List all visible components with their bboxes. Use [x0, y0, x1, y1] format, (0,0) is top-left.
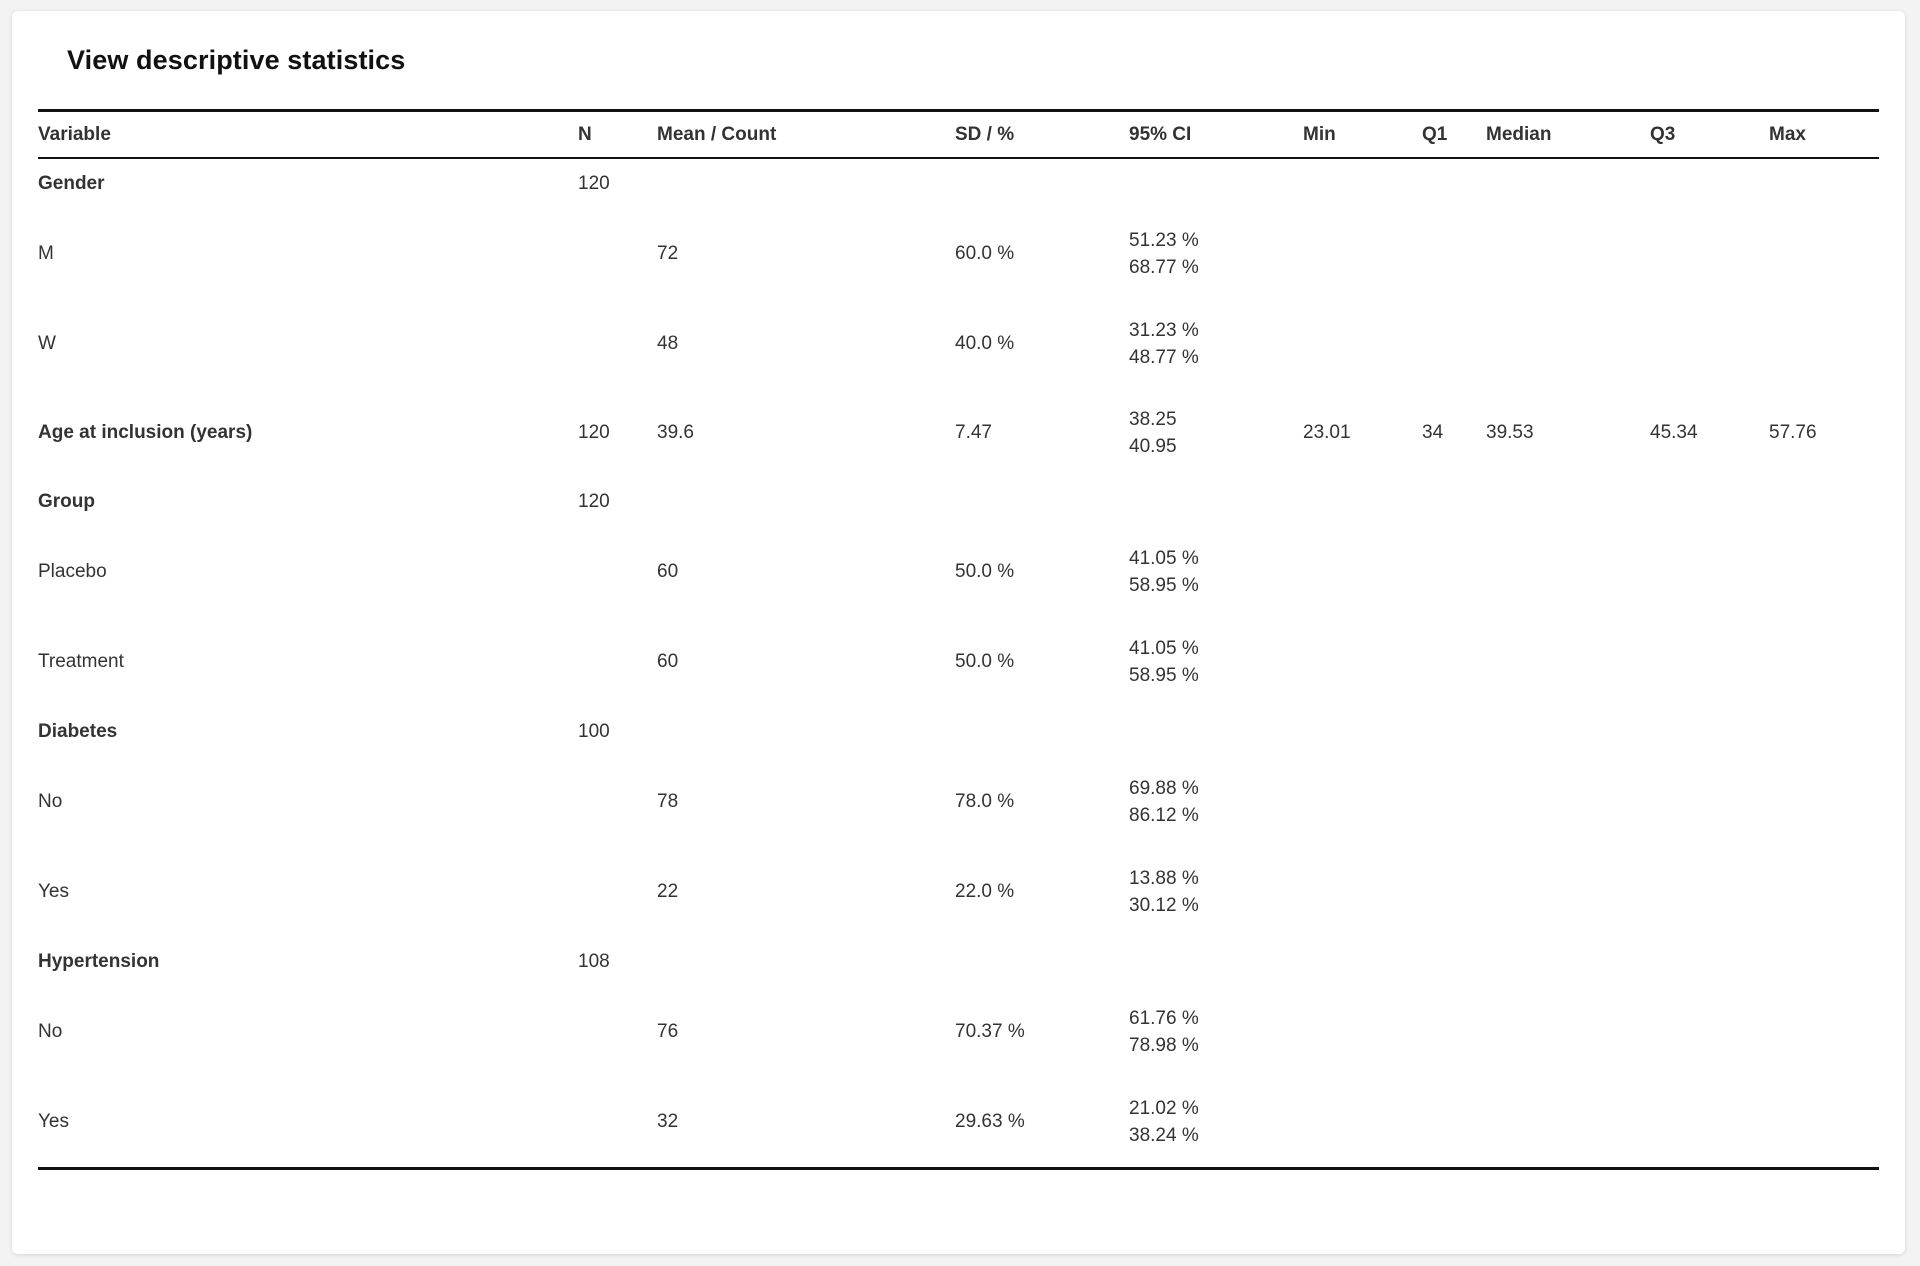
- header-median: Median: [1486, 111, 1650, 159]
- cell-median: [1486, 937, 1650, 987]
- cell-q3: [1650, 477, 1769, 527]
- cell-q3: [1650, 1077, 1769, 1169]
- header-row: [38, 111, 1879, 159]
- cell-median: [1486, 617, 1650, 707]
- cell-n: [578, 1077, 657, 1169]
- cell-mean-count: 78: [657, 791, 679, 812]
- cell-min: [1303, 1077, 1422, 1169]
- table-row: [38, 158, 1879, 209]
- cell-max: [1769, 299, 1879, 389]
- cell-q3: 45.34: [1650, 422, 1698, 443]
- ci-lower-bound: 69.88 %: [1129, 778, 1199, 799]
- cell-q1: 34: [1422, 422, 1444, 443]
- ci-upper-bound: 86.12 %: [1129, 805, 1199, 826]
- cell-mean-count: [657, 707, 955, 757]
- cell-variable: Gender: [38, 173, 105, 194]
- cell-median: 39.53: [1486, 422, 1534, 443]
- cell-95-ci: [1129, 937, 1303, 987]
- cell-sd-percent: 60.0 %: [955, 243, 1015, 264]
- cell-median: [1486, 158, 1650, 209]
- cell-min: [1303, 158, 1422, 209]
- cell-q1: [1422, 707, 1486, 757]
- cell-min: 23.01: [1303, 422, 1351, 443]
- cell-q3: [1650, 527, 1769, 617]
- cell-95-ci: [1129, 299, 1303, 389]
- header-variable: Variable: [38, 111, 578, 159]
- cell-sd-percent: [955, 477, 1129, 527]
- page-title: View descriptive statistics: [67, 45, 406, 75]
- cell-mean-count: 60: [657, 651, 679, 672]
- cell-variable: Group: [38, 491, 95, 512]
- cell-sd-percent: 29.63 %: [955, 1077, 1129, 1169]
- cell-variable: Hypertension: [38, 951, 160, 972]
- cell-q1: [1422, 158, 1486, 209]
- ci-lower-bound: 41.05 %: [1129, 548, 1199, 569]
- cell-sd-percent: 78.0 %: [955, 791, 1015, 812]
- cell-n: 108: [578, 951, 610, 972]
- table-row: [38, 389, 1879, 477]
- cell-max: [1769, 757, 1879, 847]
- header-max: Max: [1769, 111, 1879, 159]
- cell-sd-percent: 50.0 %: [955, 651, 1015, 672]
- cell-q1: [1422, 937, 1486, 987]
- table-row: [38, 299, 1879, 389]
- cell-mean-count: 39.6: [657, 422, 694, 443]
- cell-q3: [1650, 707, 1769, 757]
- cell-max: [1769, 158, 1879, 209]
- table-row: [38, 477, 1879, 527]
- header-n: N: [578, 111, 657, 159]
- cell-max: [1769, 987, 1879, 1077]
- ci-upper-bound: 38.24 %: [1129, 1125, 1199, 1146]
- ci-lower-bound: 31.23 %: [1129, 320, 1199, 341]
- cell-mean-count: [657, 158, 955, 209]
- header-q3: Q3: [1650, 111, 1769, 159]
- cell-q1: [1422, 209, 1486, 299]
- ci-lower-bound: 13.88 %: [1129, 868, 1199, 889]
- cell-n: 100: [578, 721, 610, 742]
- ci-lower-bound: 51.23 %: [1129, 230, 1199, 251]
- cell-n: 120: [578, 422, 610, 443]
- cell-q1: [1422, 757, 1486, 847]
- cell-median: [1486, 527, 1650, 617]
- cell-n: [578, 209, 657, 299]
- cell-n: [578, 527, 657, 617]
- cell-variable: No: [38, 1021, 63, 1042]
- cell-min: [1303, 527, 1422, 617]
- table-row: [38, 987, 1879, 1077]
- cell-median: [1486, 847, 1650, 937]
- cell-sd-percent: 70.37 %: [955, 1021, 1025, 1042]
- cell-n: [578, 847, 657, 937]
- cell-sd-percent: 40.0 %: [955, 333, 1015, 354]
- cell-mean-count: [657, 477, 955, 527]
- cell-max: [1769, 617, 1879, 707]
- table-row: [38, 617, 1879, 707]
- cell-max: [1769, 209, 1879, 299]
- header-mean-count: Mean / Count: [657, 111, 955, 159]
- ci-upper-bound: 48.77 %: [1129, 347, 1199, 368]
- header-sd-percent: SD / %: [955, 111, 1129, 159]
- cell-95-ci: [1129, 987, 1303, 1077]
- cell-q1: [1422, 987, 1486, 1077]
- ci-lower-bound: 41.05 %: [1129, 638, 1199, 659]
- header-min: Min: [1303, 111, 1422, 159]
- cell-q1: [1422, 847, 1486, 937]
- cell-95-ci: [1129, 389, 1303, 477]
- cell-sd-percent: 7.47: [955, 422, 992, 443]
- cell-95-ci: [1129, 847, 1303, 937]
- ci-upper-bound: 78.98 %: [1129, 1035, 1199, 1056]
- cell-mean-count: [657, 937, 955, 987]
- cell-mean-count: 60: [657, 561, 679, 582]
- table-row: [38, 527, 1879, 617]
- cell-n: [578, 299, 657, 389]
- cell-median: [1486, 209, 1650, 299]
- cell-q3: [1650, 209, 1769, 299]
- cell-median: [1486, 757, 1650, 847]
- cell-sd-percent: [955, 707, 1129, 757]
- cell-q3: [1650, 617, 1769, 707]
- cell-n: 120: [578, 491, 610, 512]
- cell-median: [1486, 477, 1650, 527]
- ci-upper-bound: 40.95: [1129, 436, 1177, 457]
- ci-upper-bound: 68.77 %: [1129, 257, 1199, 278]
- cell-sd-percent: 50.0 %: [955, 561, 1015, 582]
- cell-sd-percent: 22.0 %: [955, 881, 1015, 902]
- cell-min: [1303, 209, 1422, 299]
- descriptive-statistics-table: [38, 109, 1879, 1170]
- table-row: [38, 707, 1879, 757]
- ci-lower-bound: 61.76 %: [1129, 1008, 1199, 1029]
- cell-95-ci: [1129, 477, 1303, 527]
- cell-95-ci: [1129, 707, 1303, 757]
- cell-q3: [1650, 987, 1769, 1077]
- cell-q3: [1650, 847, 1769, 937]
- cell-min: [1303, 757, 1422, 847]
- cell-mean-count: 32: [657, 1077, 955, 1169]
- table-row: [38, 937, 1879, 987]
- cell-q3: [1650, 757, 1769, 847]
- cell-mean-count: 22: [657, 881, 679, 902]
- cell-95-ci: [1129, 209, 1303, 299]
- cell-min: [1303, 847, 1422, 937]
- table-header: [38, 111, 1879, 159]
- cell-variable: Yes: [38, 1077, 578, 1169]
- cell-min: [1303, 937, 1422, 987]
- cell-q3: [1650, 158, 1769, 209]
- cell-max: [1769, 527, 1879, 617]
- cell-n: [578, 987, 657, 1077]
- ci-lower-bound: 21.02 %: [1129, 1098, 1199, 1119]
- cell-variable: Diabetes: [38, 721, 118, 742]
- cell-q1: [1422, 617, 1486, 707]
- cell-q3: [1650, 299, 1769, 389]
- cell-min: [1303, 707, 1422, 757]
- cell-sd-percent: [955, 158, 1129, 209]
- cell-median: [1486, 1077, 1650, 1169]
- cell-variable: Treatment: [38, 651, 124, 672]
- header-95-ci: 95% CI: [1129, 111, 1303, 159]
- cell-n: 120: [578, 173, 610, 194]
- cell-max: [1769, 1077, 1879, 1169]
- cell-min: [1303, 477, 1422, 527]
- table-body: [38, 158, 1879, 1169]
- table-row: [38, 209, 1879, 299]
- cell-95-ci: [1129, 757, 1303, 847]
- cell-q1: [1422, 1077, 1486, 1169]
- cell-min: [1303, 299, 1422, 389]
- cell-n: [578, 617, 657, 707]
- cell-q1: [1422, 477, 1486, 527]
- cell-max: [1769, 707, 1879, 757]
- statistics-card: [12, 11, 1905, 1254]
- cell-variable: Yes: [38, 881, 69, 902]
- ci-lower-bound: 38.25: [1129, 409, 1177, 430]
- cell-95-ci: [1129, 158, 1303, 209]
- cell-mean-count: 72: [657, 243, 679, 264]
- cell-95-ci: [1129, 1077, 1303, 1169]
- cell-95-ci: [1129, 527, 1303, 617]
- header-q1: Q1: [1422, 111, 1486, 159]
- cell-mean-count: 76: [657, 1021, 679, 1042]
- cell-95-ci: [1129, 617, 1303, 707]
- table-row: [38, 1077, 1879, 1169]
- cell-variable: W: [38, 333, 56, 354]
- cell-variable: No: [38, 791, 63, 812]
- cell-median: [1486, 987, 1650, 1077]
- cell-q1: [1422, 299, 1486, 389]
- cell-median: [1486, 707, 1650, 757]
- ci-upper-bound: 58.95 %: [1129, 575, 1199, 596]
- ci-upper-bound: 58.95 %: [1129, 665, 1199, 686]
- cell-q3: [1650, 937, 1769, 987]
- cell-max: [1769, 477, 1879, 527]
- cell-variable: Placebo: [38, 561, 107, 582]
- cell-max: [1769, 847, 1879, 937]
- cell-n: [578, 757, 657, 847]
- cell-variable: Age at inclusion (years): [38, 422, 253, 443]
- cell-min: [1303, 987, 1422, 1077]
- cell-median: [1486, 299, 1650, 389]
- cell-min: [1303, 617, 1422, 707]
- cell-sd-percent: [955, 937, 1129, 987]
- cell-q1: [1422, 527, 1486, 617]
- cell-variable: M: [38, 243, 54, 264]
- cell-max: [1769, 937, 1879, 987]
- cell-mean-count: 48: [657, 333, 679, 354]
- table-row: [38, 847, 1879, 937]
- table-row: [38, 757, 1879, 847]
- ci-upper-bound: 30.12 %: [1129, 895, 1199, 916]
- cell-max: 57.76: [1769, 422, 1817, 443]
